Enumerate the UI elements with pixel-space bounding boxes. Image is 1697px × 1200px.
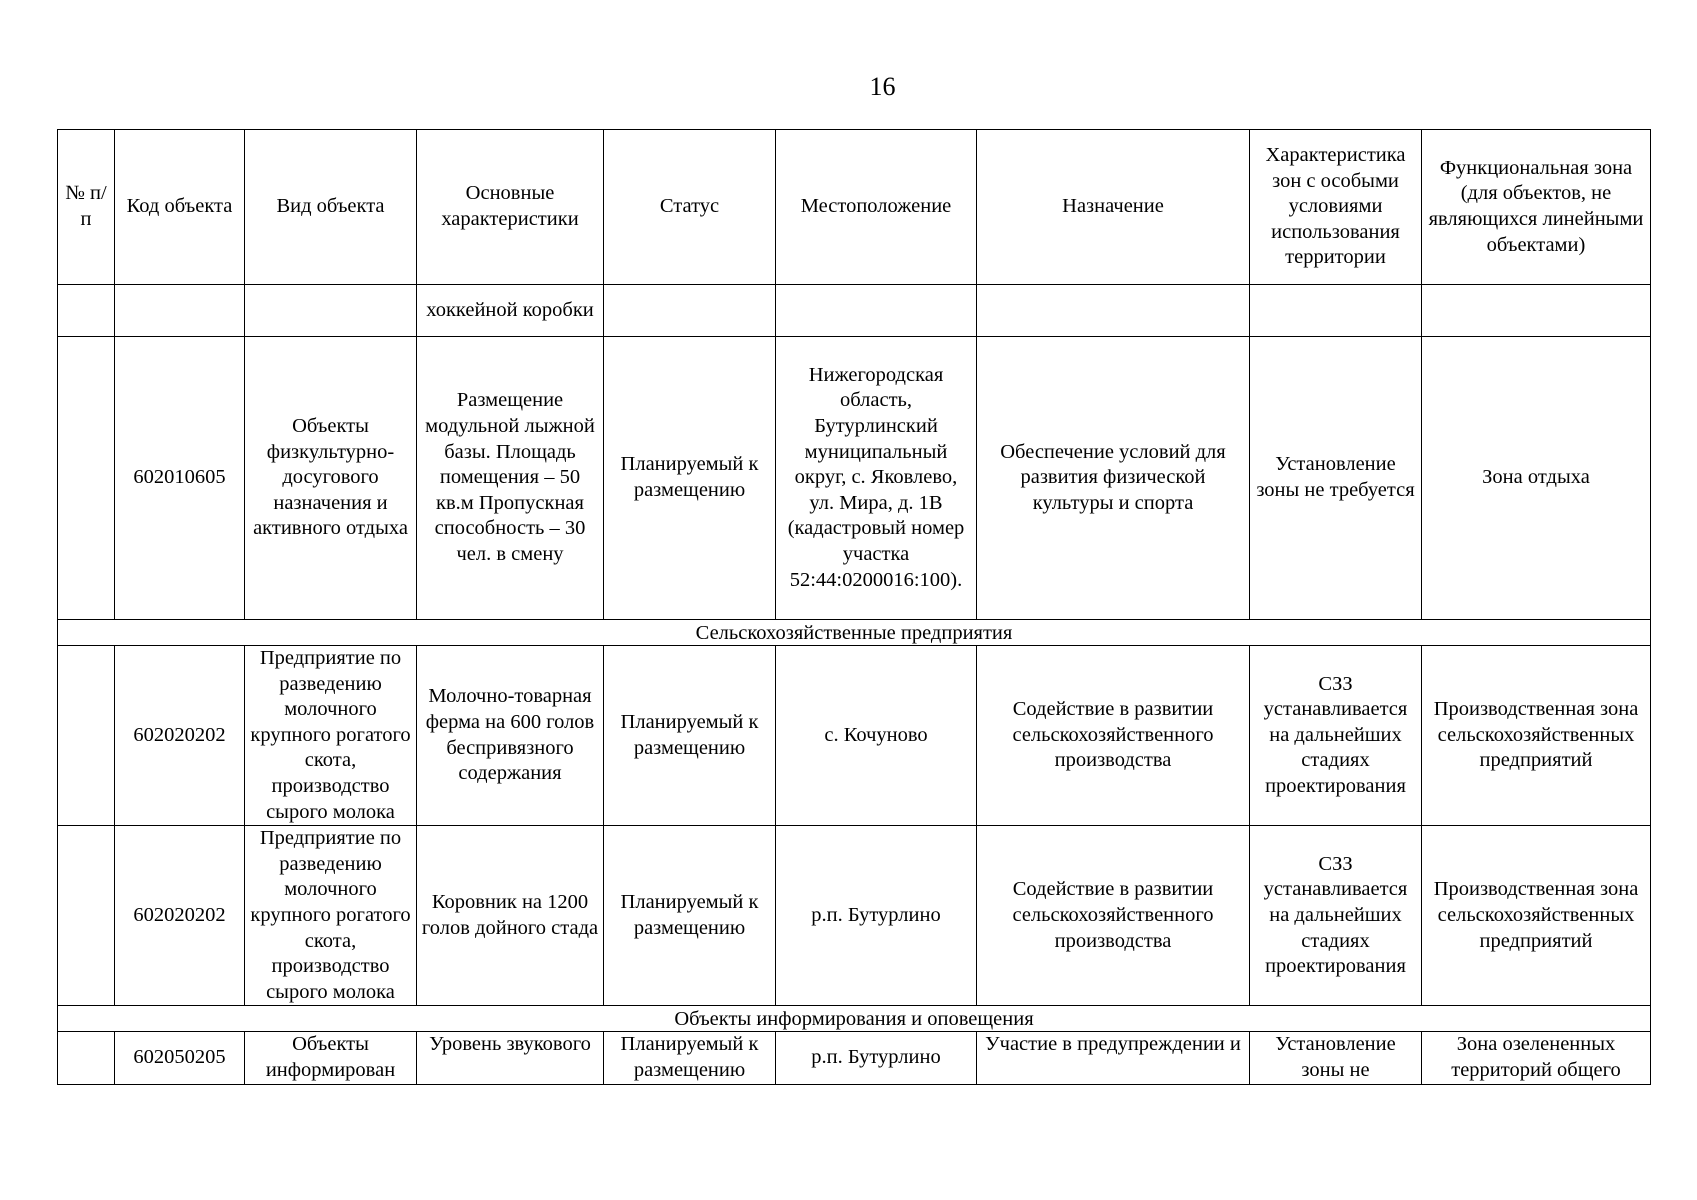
cell-num	[58, 1032, 115, 1084]
cell-purpose: Участие в предупреждении и	[977, 1032, 1250, 1084]
table-row	[58, 337, 1651, 620]
header-row	[58, 130, 1651, 285]
table-row	[58, 826, 1651, 1006]
cell-characteristics: хоккейной коробки	[417, 285, 604, 337]
cell-zones: СЗЗ устанавливается на дальнейших стадиях проектирования	[1250, 646, 1422, 826]
cell-functional-zone: Производственная зона сельскохозяйственных предприятий	[1422, 826, 1651, 1006]
cell-status: Планируемый к размещению	[604, 337, 776, 620]
table-row	[58, 1032, 1651, 1084]
section-row	[58, 1006, 1651, 1032]
cell-code: 602020202	[115, 826, 245, 1006]
cell-functional-zone: Производственная зона сельскохозяйственных предприятий	[1422, 646, 1651, 826]
header-zones: Характеристика зон с особыми условиями использования территории	[1250, 130, 1422, 285]
header-functional-zone: Функциональная зона (для объектов, не являющихся линейными объектами)	[1422, 130, 1651, 285]
header-status: Статус	[604, 130, 776, 285]
cell-num	[58, 826, 115, 1006]
page-number: 16	[869, 72, 896, 101]
cell-status: Планируемый к размещению	[604, 646, 776, 826]
cell-zones: СЗЗ устанавливается на дальнейших стадиях проектирования	[1250, 826, 1422, 1006]
cell-purpose: Обеспечение условий для развития физической культуры и спорта	[977, 337, 1250, 620]
cell-code: 602020202	[115, 646, 245, 826]
header-purpose: Назначение	[977, 130, 1250, 285]
header-location: Местоположение	[776, 130, 977, 285]
cell-status: Планируемый к размещению	[604, 826, 776, 1006]
cell-num	[58, 337, 115, 620]
cell-characteristics: Уровень звукового	[417, 1032, 604, 1084]
cell-location: Нижегородская область, Бутурлинский муниципальный округ, с. Яковлево, ул. Мира, д. 1В (кадастровый номер участка 52:44:0200016:100).	[776, 337, 977, 620]
section-notification: Объекты информирования и оповещения	[58, 1006, 1651, 1032]
cell-purpose: Содействие в развитии сельскохозяйственного производства	[977, 646, 1250, 826]
header-num: № п/п	[58, 130, 115, 285]
cell-characteristics: Молочно-товарная ферма на 600 голов беспривязного содержания	[417, 646, 604, 826]
cell-characteristics: Коровник на 1200 голов дойного стада	[417, 826, 604, 1006]
cell-zones: Установление зоны не требуется	[1250, 337, 1422, 620]
section-row	[58, 620, 1651, 646]
cell-zones: Установление зоны не	[1250, 1032, 1422, 1084]
cell-type: Предприятие по разведению молочного крупного рогатого скота, производство сырого молока	[245, 826, 417, 1006]
cell-characteristics: Размещение модульной лыжной базы. Площадь помещения – 50 кв.м Пропускная способность – 30 чел. в смену	[417, 337, 604, 620]
cell-status: Планируемый к размещению	[604, 1032, 776, 1084]
header-type: Вид объекта	[245, 130, 417, 285]
header-code: Код объекта	[115, 130, 245, 285]
cell-functional-zone: Зона озелененных территорий общего	[1422, 1032, 1651, 1084]
table-row	[58, 646, 1651, 826]
cell-code: 602050205	[115, 1032, 245, 1084]
cell-location: р.п. Бутурлино	[776, 1032, 977, 1084]
objects-table	[57, 129, 1651, 1085]
cell-type: Объекты информирован	[245, 1032, 417, 1084]
cell-purpose: Содействие в развитии сельскохозяйственного производства	[977, 826, 1250, 1006]
continuation-row	[58, 285, 1651, 337]
cell-functional-zone: Зона отдыха	[1422, 337, 1651, 620]
cell-location: с. Кочуново	[776, 646, 977, 826]
cell-code: 602010605	[115, 337, 245, 620]
cell-type: Объекты физкультурно-досугового назначения и активного отдыха	[245, 337, 417, 620]
cell-type: Предприятие по разведению молочного крупного рогатого скота, производство сырого молока	[245, 646, 417, 826]
section-agriculture: Сельскохозяйственные предприятия	[58, 620, 1651, 646]
cell-location: р.п. Бутурлино	[776, 826, 977, 1006]
cell-num	[58, 646, 115, 826]
header-characteristics: Основные характеристики	[417, 130, 604, 285]
